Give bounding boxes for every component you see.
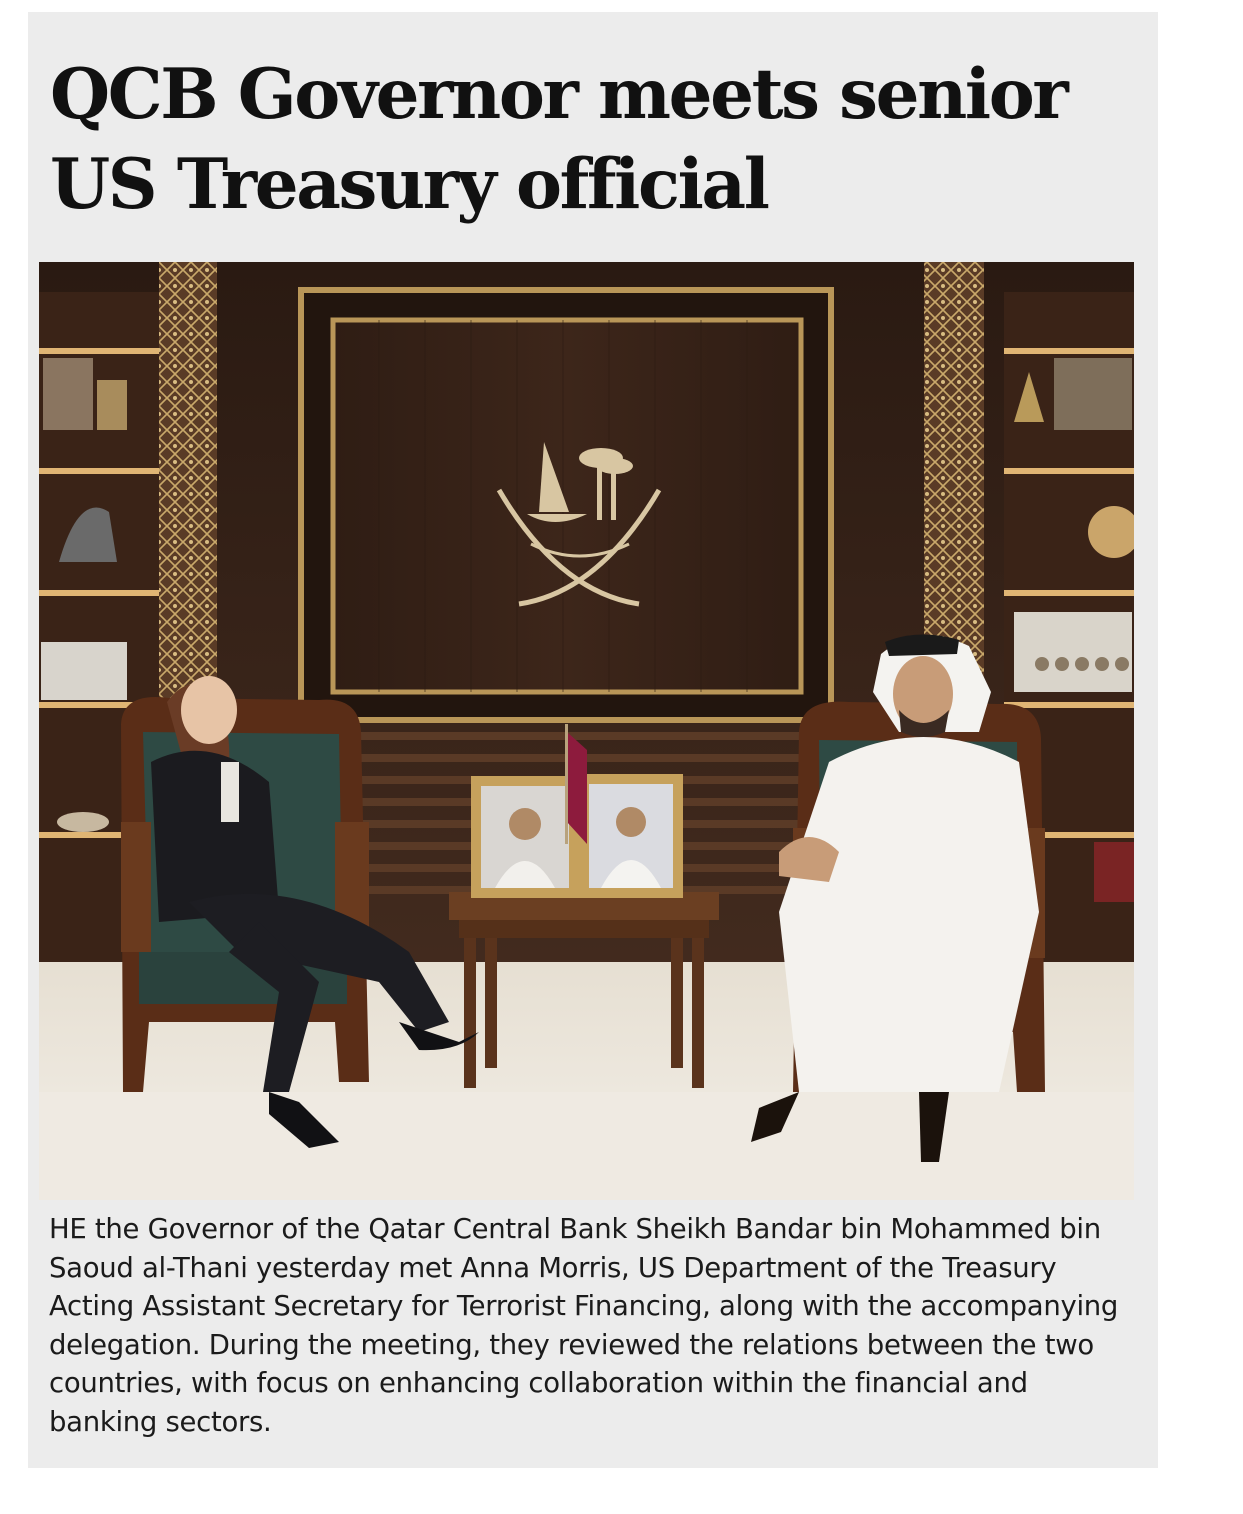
emblem-wall-panel: [301, 290, 831, 720]
photo-caption: HE the Governor of the Qatar Central Bank Sheikh Bandar bin Mohammed bin Saoud al-Thani yesterday met Anna Morris, US Department of the Treasury Acting Assistant Secretary for Terrorist Financing, along with the accompanying delegation. During the meeting, they reviewed the relations between the two countries, with focus on enhancing collaboration within the financial and banking sectors.: [49, 1213, 1119, 1438]
headline: QCB Governor meets senior US Treasury official: [50, 54, 1067, 225]
article-panel: [28, 12, 1158, 1468]
meeting-photo: [39, 262, 1134, 1200]
